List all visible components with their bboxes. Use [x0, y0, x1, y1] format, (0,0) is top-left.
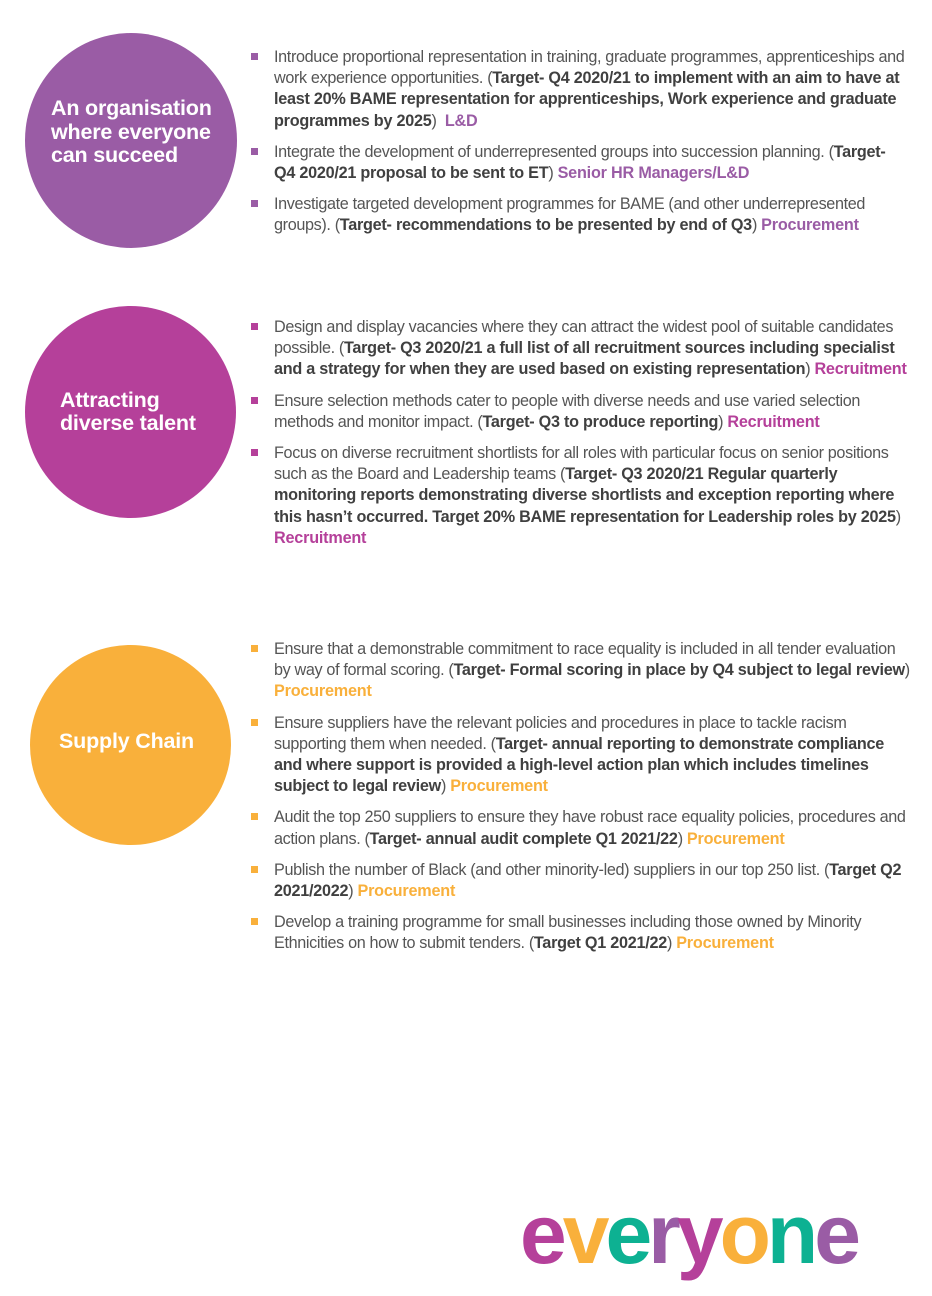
logo-letter: r [648, 1187, 677, 1281]
owner-label: Procurement [274, 682, 372, 701]
section-list-attracting-talent [248, 317, 908, 559]
target-text: Target- Formal scoring in place by Q4 subject to legal review [453, 661, 905, 680]
action-item: Publish the number of Black (and other minority-led) suppliers in our top 250 list. (Target Q2 2021/2022) Procurement [248, 860, 908, 902]
target-text: Target- Q3 to produce reporting [482, 412, 719, 431]
square-bullet-icon [251, 200, 258, 207]
square-bullet-icon [251, 645, 258, 652]
target-text: Target- Q4 2020/21 to implement with an aim to have at least 20% BAME representation for apprenticeships, Work experience and graduate programmes by 2025 [274, 69, 900, 130]
section-circle-supply-chain [30, 645, 231, 845]
action-item: Ensure that a demonstrable commitment to race equality is included in all tender evaluation by way of formal scoring. (Target- Formal scoring in place by Q4 subject to legal review) Procurement [248, 639, 914, 703]
action-item: Develop a training programme for small businesses including those owned by Minority Ethnicities on how to submit tenders. (Target Q1 2021/22) Procurement [248, 912, 864, 954]
square-bullet-icon [251, 813, 258, 820]
owner-label: L&D [444, 111, 478, 130]
action-item: Design and display vacancies where they can attract the widest pool of suitable candidates possible. (Target- Q3 2020/21 a full list of all recruitment sources including specialist and a strategy for when they are used based on existing representation) Recruitment [248, 317, 908, 381]
owner-label: Procurement [676, 934, 774, 953]
logo-letter: n [766, 1187, 815, 1281]
target-text: Target- annual reporting to demonstrate compliance and where support is provided a high-level action plan which includes timelines subject to legal review [274, 734, 885, 796]
square-bullet-icon [251, 148, 258, 155]
owner-label: Procurement [357, 882, 456, 901]
section-title: Supply Chain [59, 729, 194, 754]
target-text: Target- annual audit complete Q1 2021/22 [369, 829, 678, 848]
action-item: Ensure selection methods cater to people with diverse needs and use varied selection methods and monitor impact. (Target- Q3 to produce reporting) Recruitment [248, 391, 894, 433]
action-item: Investigate targeted development programmes for BAME (and other underrepresented groups). (Target- recommendations to be presented by end of Q3) Procurement [248, 194, 884, 236]
logo-letter: y [676, 1187, 720, 1281]
target-text: Target- Q3 2020/21 Regular quarterly monitoring reports demonstrating diverse shortlists and exception reporting where this hasn’t occurred. Target 20% BAME representation for Leadership roles by 2025 [274, 465, 896, 526]
square-bullet-icon [251, 719, 258, 726]
owner-label: Procurement [686, 829, 785, 848]
section-title: Attracting diverse talent [60, 387, 196, 435]
square-bullet-icon [251, 53, 258, 60]
square-bullet-icon [251, 449, 258, 456]
owner-label: Recruitment [274, 528, 367, 547]
logo-letter: e [520, 1187, 563, 1281]
logo-letter: o [719, 1187, 767, 1281]
section-circle-attracting-talent [25, 306, 236, 518]
target-text: Target- Q4 2020/21 proposal to be sent to ET [274, 142, 886, 183]
logo-letter: e [605, 1187, 649, 1281]
logo-letter: e [814, 1187, 857, 1281]
section-title: An organisation where everyone can succeed [51, 96, 212, 168]
section-list-organisation [248, 47, 908, 247]
square-bullet-icon [251, 866, 258, 873]
action-item: Ensure suppliers have the relevant policies and procedures in place to tackle racism supporting them when needed. (Target- annual reporting to demonstrate compliance and where support is provided a high-level action plan which includes timelines subject to legal review) Procurement [248, 713, 908, 798]
target-text: Target Q2 2021/2022 [274, 860, 902, 901]
owner-label: Recruitment [727, 412, 820, 431]
everyone-logo [520, 1187, 857, 1281]
action-item: Focus on diverse recruitment shortlists for all roles with particular focus on senior positions such as the Board and Leadership teams (Target- Q3 2020/21 Regular quarterly monitoring reports demonstrating diverse shortlists and exception reporting where this hasn’t occurred. Target 20% BAME representation for Leadership roles by 2025) Recruitment [248, 443, 914, 549]
square-bullet-icon [251, 323, 258, 330]
section-circle-organisation [25, 33, 237, 248]
target-text: Target- Q3 2020/21 a full list of all recruitment sources including specialist and a strategy for when they are used based on existing representation [274, 339, 895, 379]
target-text: Target Q1 2021/22 [533, 934, 667, 953]
target-text: Target- recommendations to be presented by end of Q3 [339, 216, 752, 235]
action-item: Introduce proportional representation in training, graduate programmes, apprenticeships and work experience opportunities. (Target- Q4 2020/21 to implement with an aim to have at least 20% BAME representation for apprenticeships, Work experience and graduate programmes by 2025) L&D [248, 47, 908, 132]
action-item: Integrate the development of underrepresented groups into succession planning. (Target- Q4 2020/21 proposal to be sent to ET) Senior HR Managers/L&D [248, 142, 908, 184]
owner-label: Recruitment [814, 360, 907, 379]
section-list-supply-chain [248, 639, 908, 965]
owner-label: Senior HR Managers/L&D [557, 164, 750, 183]
logo-letter: v [562, 1187, 606, 1281]
owner-label: Procurement [450, 777, 548, 796]
square-bullet-icon [251, 397, 258, 404]
square-bullet-icon [251, 918, 258, 925]
owner-label: Procurement [761, 216, 859, 235]
action-item: Audit the top 250 suppliers to ensure they have robust race equality policies, procedures and action plans. (Target- annual audit complete Q1 2021/22) Procurement [248, 807, 914, 849]
